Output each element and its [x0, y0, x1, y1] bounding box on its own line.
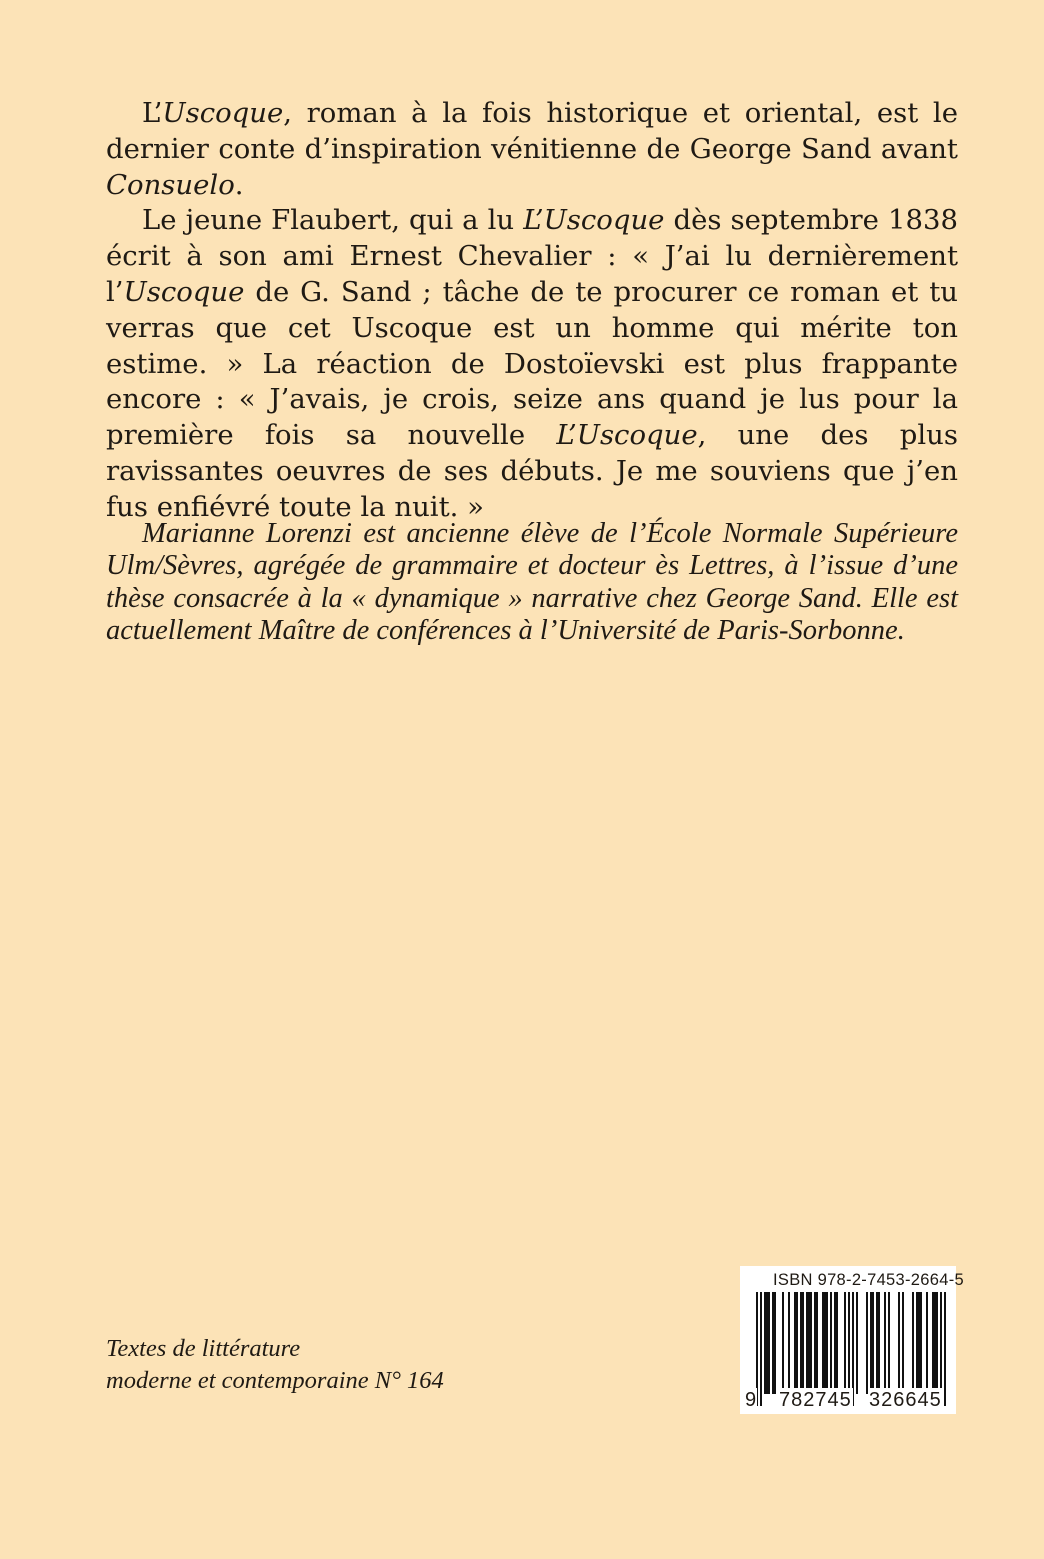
- barcode-bar: [824, 1292, 826, 1394]
- barcode-bar: [816, 1292, 818, 1394]
- italic-title-run: Consuelo: [106, 168, 235, 201]
- ean-digits: [740, 1389, 956, 1416]
- ean-right-group: 326645: [869, 1389, 942, 1411]
- summary-paragraph-1: [106, 96, 958, 203]
- barcode-bar: [826, 1292, 828, 1394]
- series-line-1: Textes de littérature: [106, 1335, 301, 1362]
- barcode-bar: [834, 1292, 836, 1394]
- summary-paragraph-2: [106, 203, 958, 525]
- text-run: de G. Sand ; tâche de te procurer ce roman et tu verras que cet Uscoque est un homme qui mérite ton estime. » La réaction de Dostoïevski est plus frappante encore : « J’avais, je crois, seize ans quand je lus pour la première fois sa nouvelle: [106, 275, 958, 452]
- barcode-bar: [806, 1292, 808, 1394]
- barcode-bar: [830, 1292, 832, 1394]
- italic-title-run: Uscoque: [123, 275, 245, 308]
- italic-title-run: L’Uscoque: [556, 419, 698, 452]
- barcode-bar: [872, 1292, 874, 1394]
- barcode-bar: [808, 1292, 810, 1394]
- barcode-bar: [856, 1292, 858, 1394]
- text-run: , roman à la fois historique et oriental, est le dernier conte d’inspiration vénitienne de George Sand avant: [106, 97, 958, 165]
- text-run: Le jeune Flaubert, qui a lu: [142, 204, 524, 237]
- barcode-bar: [944, 1292, 946, 1406]
- text-run: L’: [142, 97, 163, 129]
- barcode-bar: [926, 1292, 928, 1394]
- barcode-bar: [774, 1292, 776, 1394]
- text-run: dès septembre 1838 écrit à son ami Ernest Chevalier : « J’ai lu dernièrement l’: [106, 204, 958, 308]
- barcode-bar: [932, 1292, 934, 1394]
- barcode-bar: [936, 1292, 938, 1394]
- barcode-bar: [814, 1292, 816, 1394]
- barcode-bar: [782, 1292, 784, 1394]
- back-cover-summary: [106, 96, 958, 526]
- italic-title-run: L’Uscoque: [523, 204, 665, 237]
- ean-left-group: 782745: [779, 1389, 852, 1411]
- barcode-bar: [870, 1292, 872, 1394]
- barcode-bar: [916, 1292, 918, 1394]
- barcode-bar: [902, 1292, 904, 1394]
- barcode-bar: [884, 1292, 886, 1394]
- barcode-bar: [934, 1292, 936, 1394]
- barcode-bar: [802, 1292, 804, 1394]
- barcode-bar: [920, 1292, 922, 1394]
- barcode-bar: [912, 1292, 914, 1394]
- barcode-bar: [764, 1292, 766, 1394]
- barcode-bar: [878, 1292, 880, 1394]
- italic-title-run: Uscoque: [162, 97, 284, 129]
- text-run: .: [234, 168, 244, 201]
- series-line-2: moderne et contemporaine N° 164: [106, 1367, 444, 1394]
- barcode-bar: [766, 1292, 768, 1394]
- barcode-bar: [918, 1292, 920, 1394]
- barcode-bar: [898, 1292, 900, 1394]
- isbn-label: ISBN 978-2-7453-2664-5: [773, 1271, 964, 1289]
- barcode-bar: [794, 1292, 796, 1394]
- text-run: , une des plus ravissantes oeuvres de ses débuts. Je me souviens que j’en fus enfiévré toute la nuit. »: [106, 419, 958, 523]
- barcode-bar: [810, 1292, 812, 1394]
- barcode-bar: [768, 1292, 770, 1394]
- series-info: [106, 1333, 444, 1397]
- author-biography: Marianne Lorenzi est ancienne élève de l’École Normale Supérieure Ulm/Sèvres, agrégée de grammaire et docteur ès Lettres, à l’issue d’une thèse consacrée à la « dynamique » narrative chez George Sand. Elle est actuellement Maître de conférences à l’Université de Paris-Sorbonne.: [106, 518, 958, 647]
- ean-first-digit: 9: [745, 1389, 757, 1411]
- barcode-bar: [772, 1292, 774, 1394]
- barcode-bar: [876, 1292, 878, 1394]
- barcode-bar: [822, 1292, 824, 1394]
- barcode-bar: [800, 1292, 802, 1394]
- barcode-bar: [760, 1292, 762, 1406]
- barcode-bar: [788, 1292, 790, 1394]
- barcode-bar: [796, 1292, 798, 1394]
- barcode-bar: [844, 1292, 846, 1394]
- barcode-bar: [836, 1292, 838, 1394]
- barcode-bar: [866, 1292, 868, 1394]
- barcode-bar: [888, 1292, 890, 1394]
